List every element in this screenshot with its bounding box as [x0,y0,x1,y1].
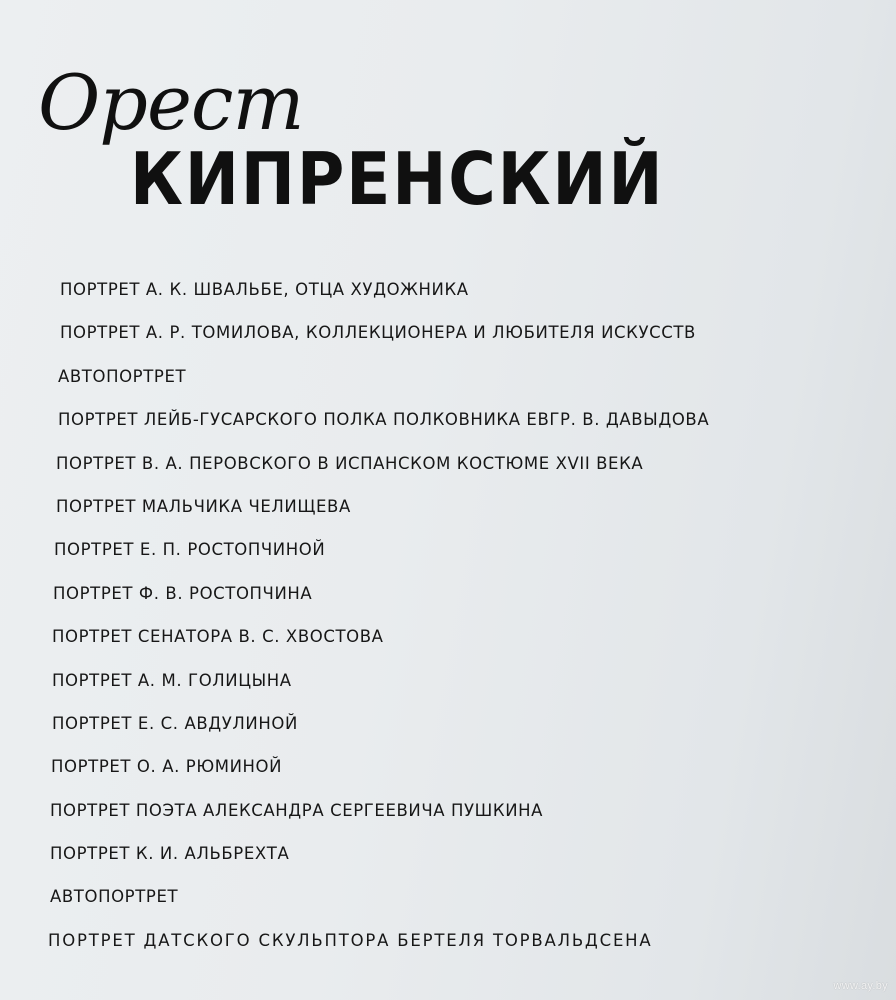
contents-item-text: ПОРТРЕТ О. А. РЮМИНОЙ [51,757,283,777]
contents-item-text: ПОРТРЕТ А. Р. ТОМИЛОВА, КОЛЛЕКЦИОНЕРА И ЛЮБИТЕЛЯ ИСКУССТВ [60,323,696,343]
contents-item-text: ПОРТРЕТ Е. С. АВДУЛИНОЙ [52,713,298,733]
contents-item [48,919,868,962]
contents-item [48,528,868,571]
contents-item-text: ПОРТРЕТ В. А. ПЕРОВСКОГО В ИСПАНСКОМ КОСТЮМЕ XVII ВЕКА [56,453,644,473]
contents-item [48,355,868,398]
contents-item-text: АВТОПОРТРЕТ [50,887,179,907]
contents-item [48,572,868,615]
contents-item-text: ПОРТРЕТ ПОЭТА АЛЕКСАНДРА СЕРГЕЕВИЧА ПУШКИНА [50,800,544,820]
contents-item-text: ПОРТРЕТ А. М. ГОЛИЦЫНА [52,670,292,690]
contents-item [48,615,868,658]
contents-item [48,702,868,745]
contents-item [48,268,868,311]
contents-item-text: ПОРТРЕТ СЕНАТОРА В. С. ХВОСТОВА [52,627,384,647]
contents-item-text: ПОРТРЕТ Ф. В. РОСТОПЧИНА [53,583,313,603]
contents-item-text: ПОРТРЕТ А. К. ШВАЛЬБЕ, ОТЦА ХУДОЖНИКА [60,280,469,299]
contents-item [48,745,868,788]
site-watermark: www.ay.by [833,980,888,992]
contents-list [48,268,868,962]
contents-item [48,442,868,485]
contents-item-text: ПОРТРЕТ Е. П. РОСТОПЧИНОЙ [54,540,326,560]
contents-item [48,789,868,832]
contents-item [48,875,868,918]
contents-item [48,311,868,354]
author-first-name: Орест [38,58,304,148]
contents-item-text: АВТОПОРТРЕТ [58,366,187,386]
contents-item [48,398,868,441]
author-last-name: КИПРЕНСКИЙ [130,137,665,222]
contents-item [48,485,868,528]
contents-item [48,832,868,875]
contents-item [48,659,868,702]
contents-item-text: ПОРТРЕТ ДАТСКОГО СКУЛЬПТОРА БЕРТЕЛЯ ТОРВАЛЬДСЕНА [48,930,653,950]
book-title [38,58,838,222]
contents-item-text: ПОРТРЕТ К. И. АЛЬБРЕХТА [50,844,290,864]
contents-item-text: ПОРТРЕТ ЛЕЙБ-ГУСАРСКОГО ПОЛКА ПОЛКОВНИКА ЕВГР. В. ДАВЫДОВА [58,410,710,430]
contents-item-text: ПОРТРЕТ МАЛЬЧИКА ЧЕЛИЩЕВА [56,496,351,516]
